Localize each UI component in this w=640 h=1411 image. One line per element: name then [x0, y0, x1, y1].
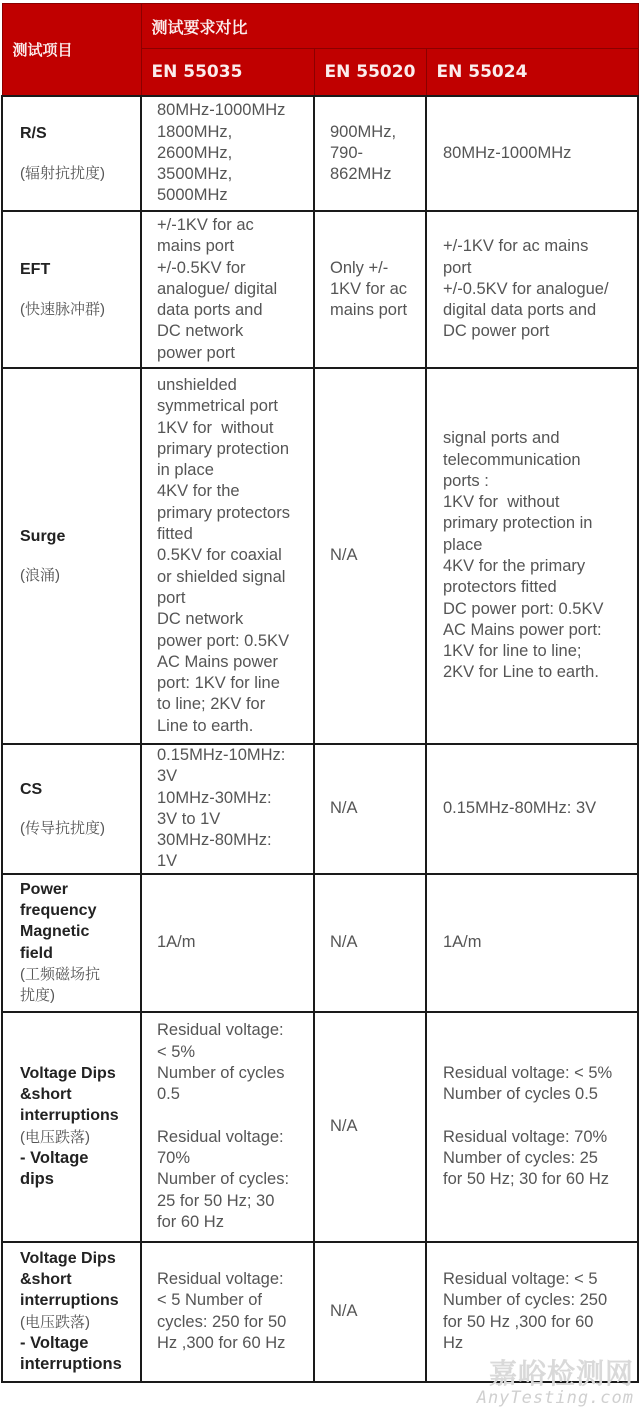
cell-line: 5000MHz	[157, 186, 228, 205]
en55024-cell	[426, 96, 638, 211]
cell-line: 0.5	[157, 1085, 180, 1104]
cell-line: 70%	[157, 1148, 191, 1167]
header-requirement-comparison: 测试要求对比	[141, 4, 638, 49]
cell-line: &short	[20, 1271, 72, 1289]
cell-line: Residual voltage:	[157, 1127, 284, 1146]
cell-line: 1KV for line to line;	[443, 642, 582, 661]
test-item-name: R/S	[20, 125, 47, 143]
table-row-surge	[2, 368, 638, 744]
test-item-subtype	[20, 1333, 134, 1376]
cell-line: N/A	[330, 1117, 358, 1136]
cell-line: - Voltage	[20, 1334, 89, 1353]
cell-line: protectors fitted	[443, 578, 557, 597]
cell-line: 0.15MHz-80MHz: 3V	[443, 799, 597, 818]
cell-line: interruptions	[20, 1355, 122, 1374]
cell-line: Residual voltage:	[157, 1270, 284, 1289]
header-en55020: EN 55020	[314, 49, 426, 97]
cell-line: N/A	[330, 1302, 358, 1321]
cell-line: 1V	[157, 852, 178, 871]
cell-line: in place	[157, 461, 214, 480]
cell-line: for 60 Hz	[157, 1212, 224, 1231]
en55020-cell	[314, 1012, 426, 1242]
cell-line: 2600MHz,	[157, 143, 233, 162]
cell-line: N/A	[330, 546, 358, 565]
cell-line: 10MHz-30MHz:	[157, 788, 272, 807]
cell-line: primary protection	[157, 439, 290, 458]
test-item-name: EFT	[20, 261, 51, 279]
table-row-eft	[2, 211, 638, 368]
cell-line: 80MHz-1000MHz	[443, 143, 572, 162]
cell-line: 2KV for Line to earth.	[443, 663, 599, 682]
header-en55024: EN 55024	[426, 49, 638, 97]
test-item-name	[20, 1248, 134, 1312]
cell-line: 862MHz	[330, 165, 392, 184]
cell-line: 1A/m	[157, 933, 196, 952]
table-row-voltage-dips	[2, 1012, 638, 1242]
en55020-cell	[314, 744, 426, 874]
cell-line: Residual voltage: 70%	[443, 1127, 608, 1146]
en55020-cell	[314, 368, 426, 744]
cell-line: - Voltage	[20, 1149, 89, 1168]
cell-line: for 50 Hz; 30 for 60 Hz	[443, 1170, 609, 1189]
cell-line: +/-0.5KV for analogue/	[443, 279, 609, 298]
test-item-cell	[2, 874, 141, 1012]
cell-line: Number of cycles: 250	[443, 1291, 608, 1310]
cell-line: 1800MHz,	[157, 122, 233, 141]
cell-line: 0.5KV for coaxial	[157, 546, 282, 565]
cell-line: 0.15MHz-10MHz:	[157, 746, 286, 764]
en55020-cell	[314, 211, 426, 368]
cell-line: N/A	[330, 933, 358, 952]
cell-line: Power	[20, 880, 69, 898]
cell-line: 80MHz-1000MHz	[157, 101, 286, 120]
en55035-cell	[141, 96, 314, 211]
cell-line: (工频磁场抗	[20, 966, 100, 984]
test-item-cell	[2, 1242, 141, 1382]
cell-line: Only +/-	[330, 258, 389, 277]
watermark	[477, 1352, 634, 1408]
cell-line: Hz	[443, 1334, 464, 1353]
cell-line: Residual voltage: < 5	[443, 1270, 598, 1289]
emc-comparison-table	[1, 3, 639, 1383]
cell-line: DC power port: 0.5KV	[443, 599, 604, 618]
watermark-en: AnyTesting.com	[476, 1388, 634, 1408]
cell-line: &short	[20, 1086, 72, 1104]
cell-line: < 5%	[157, 1042, 196, 1061]
cell-line: Magnetic	[20, 923, 90, 941]
test-item-name-zh: (辐射抗扰度)	[20, 164, 105, 182]
en55024-cell	[426, 1012, 638, 1242]
test-item-cell	[2, 211, 141, 368]
test-item-name-zh: (传导抗扰度)	[20, 819, 105, 837]
cell-line: Voltage Dips	[20, 1249, 116, 1267]
cell-line: power port: 0.5KV	[157, 631, 290, 650]
cell-line: interruptions	[20, 1292, 119, 1310]
cell-line: port	[157, 588, 186, 607]
en55024-cell	[426, 368, 638, 744]
en55035-cell	[141, 211, 314, 368]
en55024-cell	[426, 211, 638, 368]
cell-line: 4KV for the	[157, 482, 240, 501]
test-item-name-zh: (浪涌)	[20, 567, 60, 584]
cell-line: Number of cycles 0.5	[443, 1085, 598, 1104]
cell-line: cycles: 250 for 50	[157, 1312, 287, 1331]
cell-line: 790-	[330, 143, 364, 162]
cell-line: for 50 Hz ,300 for 60	[443, 1312, 594, 1331]
cell-line: 3500MHz,	[157, 165, 233, 184]
cell-line: 1A/m	[443, 933, 482, 952]
cell-line: Hz ,300 for 60 Hz	[157, 1334, 286, 1353]
en55020-cell	[314, 1242, 426, 1382]
test-item-name	[20, 1063, 134, 1127]
en55020-cell	[314, 96, 426, 211]
en55035-cell	[141, 1012, 314, 1242]
watermark-zh: 嘉峪检测网	[488, 1357, 634, 1390]
cell-line: power port	[157, 343, 235, 362]
cell-line: 扰度)	[20, 987, 55, 1005]
cell-line: unshielded	[157, 375, 237, 394]
test-item-name-zh: (快速脉冲群)	[20, 300, 105, 318]
cell-line: Residual voltage:	[157, 1021, 284, 1040]
cell-line: Residual voltage: < 5%	[443, 1064, 613, 1083]
cell-line: to line; 2KV for	[157, 695, 266, 714]
cell-line: dips	[20, 1170, 54, 1189]
cell-line	[443, 1106, 631, 1127]
cell-line: port: 1KV for line	[157, 674, 280, 693]
cell-line: 30MHz-80MHz:	[157, 831, 272, 850]
test-item-cell	[2, 744, 141, 874]
cell-line: data ports and	[157, 301, 263, 320]
cell-line: DC network	[157, 322, 244, 341]
cell-line: fitted	[157, 525, 193, 544]
cell-line: mains port	[157, 237, 235, 256]
cell-line: Line to earth.	[157, 716, 254, 735]
cell-line: ports :	[443, 471, 489, 490]
cell-line: frequency	[20, 902, 97, 920]
cell-line: field	[20, 944, 53, 962]
en55024-cell	[426, 874, 638, 1012]
cell-line: +/-1KV for ac mains	[443, 237, 589, 256]
cell-line: Number of cycles:	[157, 1170, 290, 1189]
cell-line: DC network	[157, 610, 244, 629]
cell-line: 1KV for without	[157, 418, 274, 437]
test-item-name-zh: (电压跌落)	[20, 1313, 90, 1331]
cell-line: +/-1KV for ac	[157, 215, 254, 234]
en55035-cell	[141, 1242, 314, 1382]
test-item-cell	[2, 1012, 141, 1242]
cell-line: telecommunication	[443, 450, 581, 469]
cell-line: 1KV for without	[443, 493, 560, 512]
header-en55035: EN 55035	[141, 49, 314, 97]
cell-line: signal ports and	[443, 429, 560, 448]
en55035-cell	[141, 874, 314, 1012]
test-item-name-zh	[20, 964, 134, 1007]
test-item-name	[20, 879, 134, 964]
cell-line: 900MHz,	[330, 122, 397, 141]
test-item-subtype	[20, 1148, 134, 1191]
cell-line: Number of cycles	[157, 1064, 285, 1083]
header-row-1	[2, 4, 638, 49]
cell-line: AC Mains power port:	[443, 620, 602, 639]
cell-line: place	[443, 535, 483, 554]
cell-line: Number of cycles: 25	[443, 1148, 598, 1167]
table-row-cs	[2, 744, 638, 874]
cell-line: 1KV for ac	[330, 279, 408, 298]
cell-line: < 5 Number of	[157, 1291, 263, 1310]
cell-line: 25 for 50 Hz; 30	[157, 1191, 275, 1210]
en55024-cell	[426, 744, 638, 874]
en55035-cell	[141, 368, 314, 744]
header-test-item: 测试项目	[2, 4, 141, 97]
cell-line: DC power port	[443, 322, 550, 341]
cell-line	[157, 1106, 307, 1127]
cell-line: 3V to 1V	[157, 809, 221, 828]
table-row-rs	[2, 96, 638, 211]
cell-line: primary protectors	[157, 503, 290, 522]
cell-line: +/-0.5KV for	[157, 258, 246, 277]
cell-line: digital data ports and	[443, 301, 597, 320]
test-item-cell	[2, 96, 141, 211]
cell-line: AC Mains power	[157, 652, 279, 671]
table-row-power-frequency-magnetic-field	[2, 874, 638, 1012]
cell-line: mains port	[330, 301, 408, 320]
cell-line: symmetrical port	[157, 397, 279, 416]
cell-line: or shielded signal	[157, 567, 286, 586]
cell-line: interruptions	[20, 1107, 119, 1125]
en55035-cell	[141, 744, 314, 874]
test-item-cell	[2, 368, 141, 744]
test-item-name: Surge	[20, 527, 66, 545]
cell-line: primary protection in	[443, 514, 593, 533]
cell-line: 3V	[157, 767, 178, 786]
cell-line: Voltage Dips	[20, 1064, 116, 1082]
cell-line: 4KV for the primary	[443, 557, 586, 575]
cell-line: N/A	[330, 799, 358, 818]
cell-line: analogue/ digital	[157, 279, 278, 298]
test-item-name-zh: (电压跌落)	[20, 1128, 90, 1146]
test-item-name: CS	[20, 780, 43, 798]
cell-line: port	[443, 258, 472, 277]
en55020-cell	[314, 874, 426, 1012]
